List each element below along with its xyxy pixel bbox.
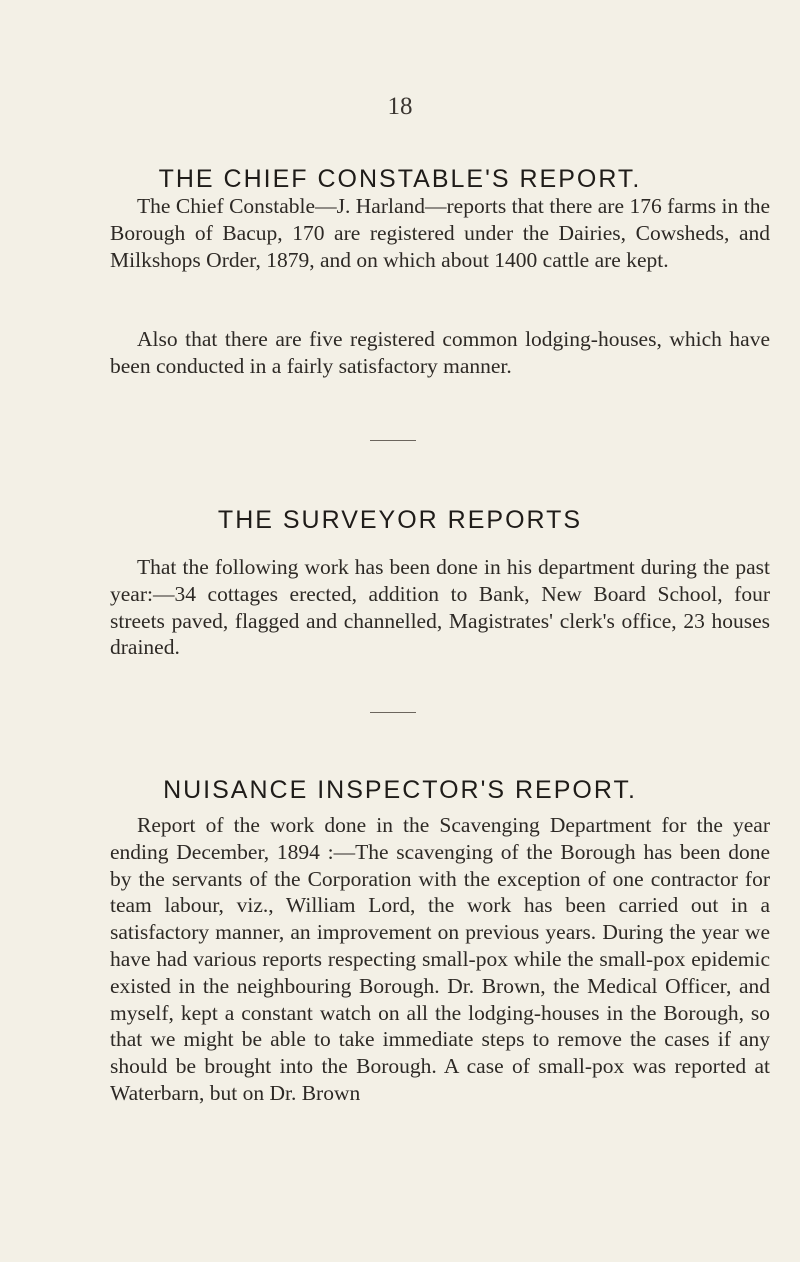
page-number: 18 xyxy=(387,93,413,120)
section-heading-nuisance-inspector: NUISANCE INSPECTOR'S REPORT. xyxy=(163,776,637,804)
paragraph-surveyor-work: That the following work has been done in his department during the past year:—34 cottages erected, addition to Bank, New Board School, four streets paved, flagged and channelled, Magistrates' clerk's office, 23 houses drained. xyxy=(110,555,770,660)
section-divider-rule xyxy=(370,712,416,713)
paragraph-chief-constable-lodging-houses: Also that there are five registered common lodging-houses, which have been conducted in a fairly satisfactory manner. xyxy=(110,327,770,378)
paragraph-nuisance-inspector-report: Report of the work done in the Scavenging Department for the year ending December, 1894 :—The scavenging of the Borough has been done by the servants of the Corporation with the exception of one contractor for team labour, viz., William Lord, the work has been carried out in a satisfactory manner, an improvement on previous years. During the year we have had various reports respecting small-pox while the small-pox epidemic existed in the neighbouring Borough. Dr. Brown, the Medical Officer, and myself, kept a constant watch on all the lodging-houses in the Borough, so that we might be able to take immediate steps to remove the cases if any should be brought into the Borough. A case of small-pox was reported at Waterbarn, but on Dr. Brown xyxy=(110,813,770,1105)
section-heading-chief-constable: THE CHIEF CONSTABLE'S REPORT. xyxy=(158,165,642,193)
section-heading-surveyor: THE SURVEYOR REPORTS xyxy=(217,506,583,534)
section-divider-rule xyxy=(370,440,416,441)
paragraph-chief-constable-farms: The Chief Constable—J. Harland—reports that there are 176 farms in the Borough of Bacup, 170 are registered under the Dairies, Cowsheds, and Milkshops Order, 1879, and on which about 1400 cattle are kept. xyxy=(110,194,770,272)
